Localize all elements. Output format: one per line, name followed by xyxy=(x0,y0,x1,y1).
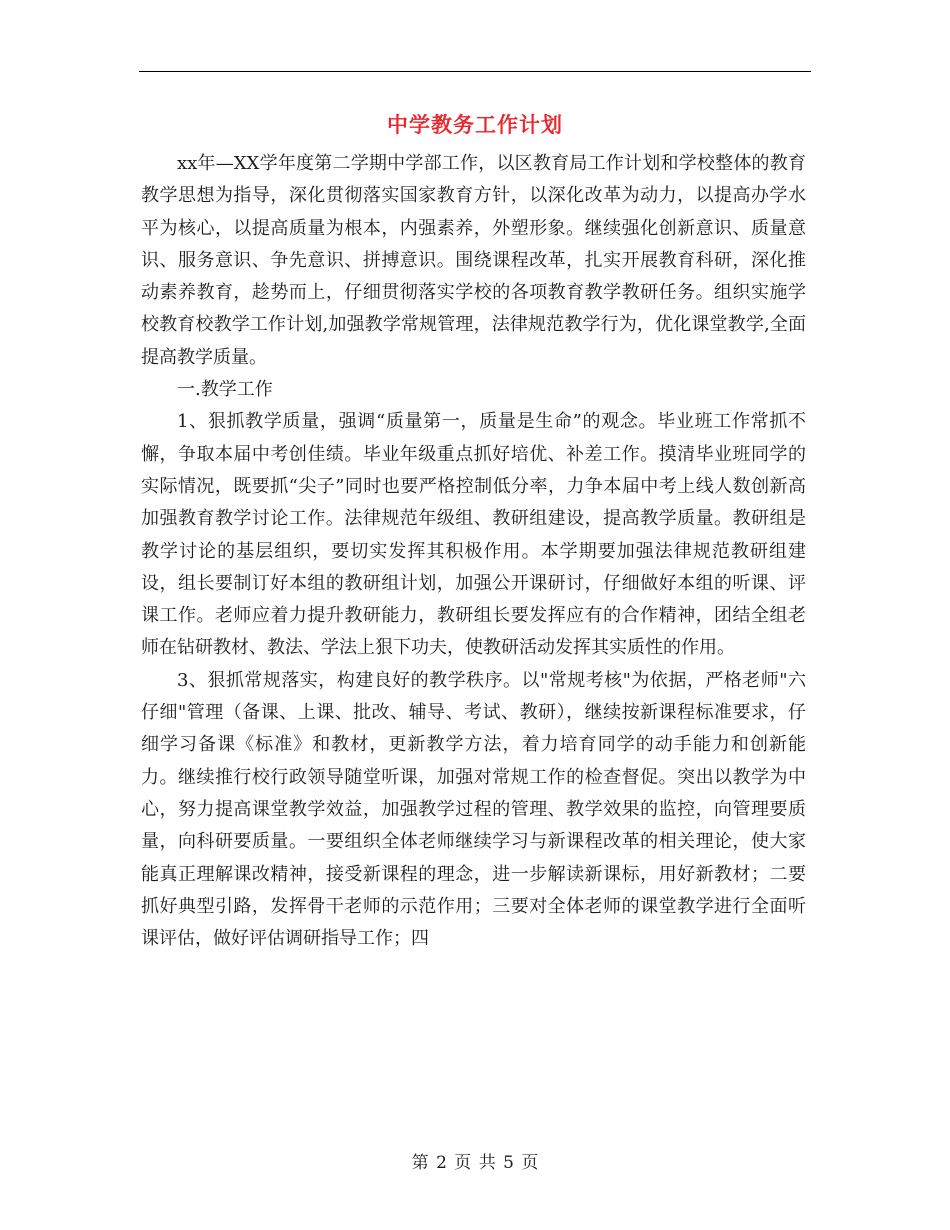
paragraph-item-3: 3、狠抓常规落实，构建良好的教学秩序。以"常规考核"为依据，严格老师"六仔细"管理（备课、上课、批改、辅导、考试、教研），继续按新课程标准要求，仔细学习备课《标准》和教材，更新教学方法，着力培育同学的动手能力和创新能力。继续推行校行政领导随堂听课，加强对常规工作的检查督促。突出以教学为中心，努力提高课堂教学效益，加强教学过程的管理、教学效果的监控，向管理要质量，向科研要质量。一要组织全体老师继续学习与新课程改革的相关理论，使大家能真正理解课改精神，接受新课程的理念，进一步解读新课标，用好新教材；二要抓好典型引路，发挥骨干老师的示范作用；三要对全体老师的课堂教学进行全面听课评估，做好评估调研指导工作；四 xyxy=(141,669,806,950)
header-rule xyxy=(139,71,811,72)
document-title: 中学教务工作计划 xyxy=(387,112,563,137)
document-body xyxy=(141,148,806,955)
page-number: 第 2 页 共 5 页 xyxy=(411,1153,539,1173)
section-heading-teaching: 一.教学工作 xyxy=(177,379,273,401)
paragraph-item-1: 1、狠抓教学质量，强调“质量第一，质量是生命”的观念。毕业班工作常抓不懈，争取本届中考创佳绩。毕业年级重点抓好培优、补差工作。摸清毕业班同学的实际情况，既要抓“尖子”同时也要严格控制低分率，力争本届中考上线人数创新高加强教育教学讨论工作。法律规范年级组、教研组建设，提高教学质量。教研组是教学讨论的基层组织，要切实发挥其积极作用。本学期要加强法律规范教研组建设，组长要制订好本组的教研组计划，加强公开课研讨，仔细做好本组的听课、评课工作。老师应着力提升教研能力，教研组长要发挥应有的合作精神，团结全组老师在钻研教材、教法、学法上狠下功夫，使教研活动发挥其实质性的作用。 xyxy=(141,411,806,659)
paragraph-intro: xx年—XX学年度第二学期中学部工作，以区教育局工作计划和学校整体的教育教学思想为指导，深化贯彻落实国家教育方针，以深化改革为动力，以提高办学水平为核心，以提高质量为根本，内强素养，外塑形象。继续强化创新意识、质量意识、服务意识、争先意识、拼搏意识。围绕课程改革，扎实开展教育科研，深化推动素养教育，趁势而上，仔细贯彻落实学校的各项教育教学教研任务。组织实施学校教育校教学工作计划,加强教学常规管理，法律规范教学行为，优化课堂教学,全面提高教学质量。 xyxy=(141,153,806,368)
